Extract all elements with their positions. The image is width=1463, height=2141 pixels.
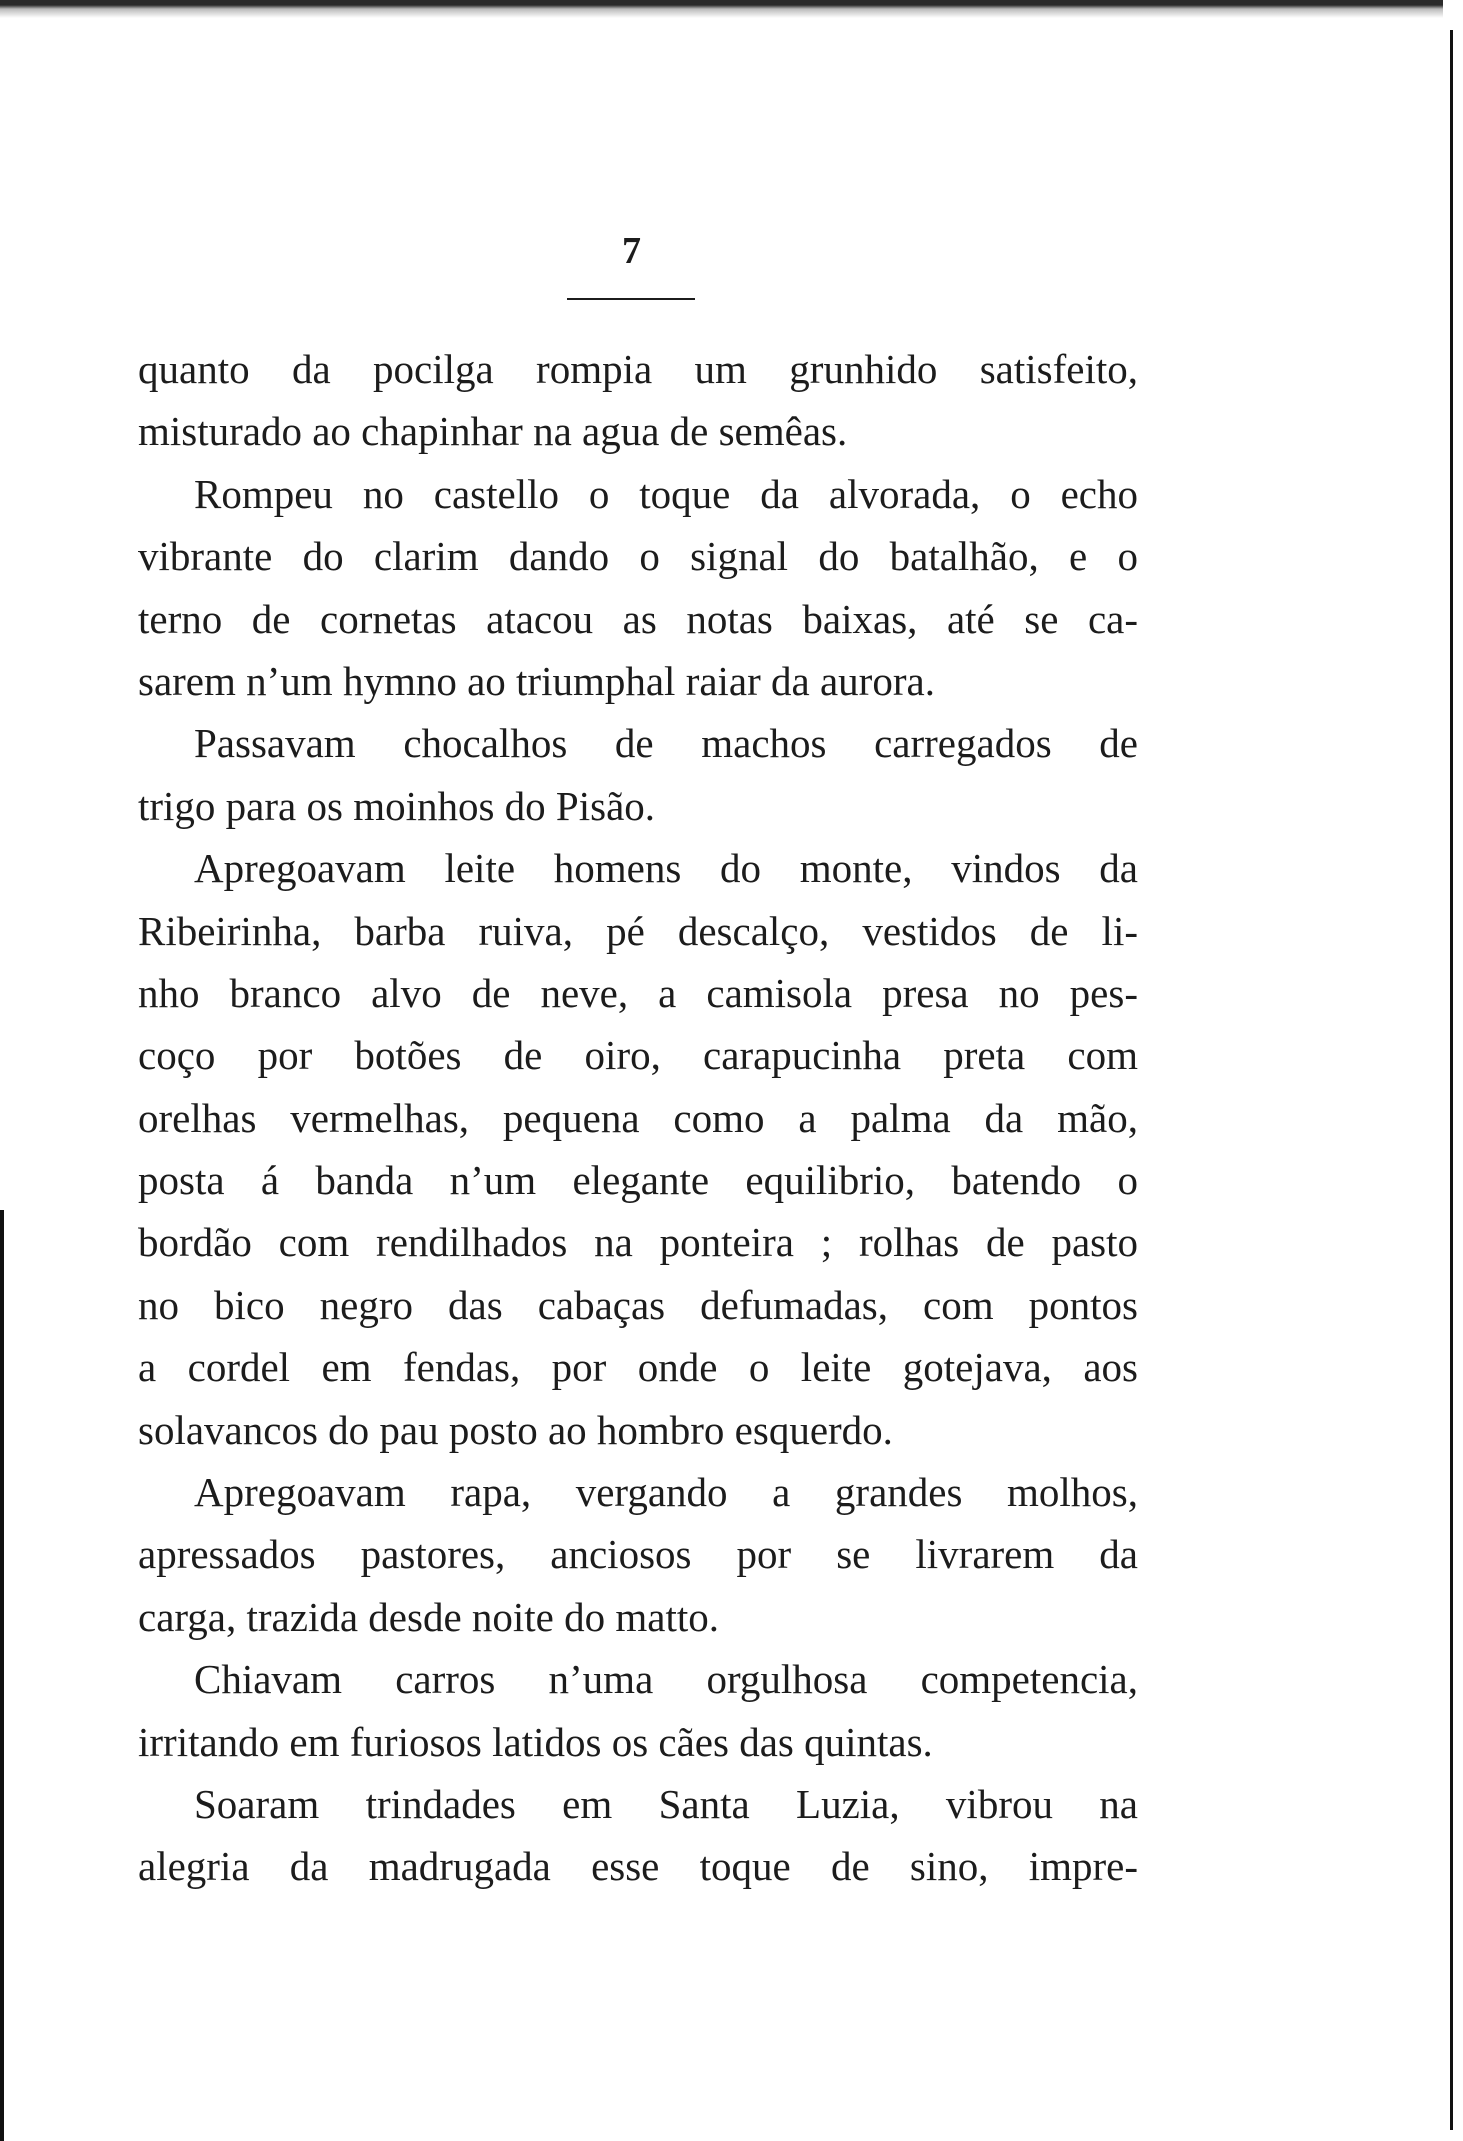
text-line: coço por botões de oiro, carapucinha preta com — [138, 1032, 1138, 1079]
page-number-rule — [567, 298, 695, 300]
text-line: posta á banda n’um elegante equilibrio, batendo o — [138, 1157, 1138, 1204]
scan-right-edge — [1443, 0, 1463, 2141]
text-line: irritando em furiosos latidos os cães das quintas. — [138, 1718, 933, 1765]
body-text — [138, 338, 1138, 1898]
page-number — [0, 232, 1263, 270]
text-line: trigo para os moinhos do Pisão. — [138, 782, 656, 829]
page-number-text: 7 — [622, 230, 641, 272]
text-line: misturado ao chapinhar na agua de semêas. — [138, 408, 848, 455]
text-line: terno de cornetas atacou as notas baixas, até se ca- — [138, 595, 1138, 642]
text-line: orelhas vermelhas, pequena como a palma da mão, — [138, 1094, 1138, 1141]
text-line: solavancos do pau posto ao hombro esquerdo. — [138, 1406, 893, 1453]
text-line: carga, trazida desde noite do matto. — [138, 1593, 719, 1640]
scan-top-edge — [0, 0, 1463, 18]
text-line: a cordel em fendas, por onde o leite gotejava, aos — [138, 1344, 1138, 1391]
text-line: no bico negro das cabaças defumadas, com pontos — [138, 1281, 1138, 1328]
text-line: sarem n’um hymno ao triumphal raiar da aurora. — [138, 657, 935, 704]
text-line: quanto da pocilga rompia um grunhido satisfeito, — [138, 346, 1138, 392]
scan-left-edge — [0, 1210, 4, 2141]
text-line: Apregoavam leite homens do monte, vindos da — [194, 845, 1138, 892]
text-line: alegria da madrugada esse toque de sino, impre- — [138, 1843, 1138, 1890]
text-line: Soaram trindades em Santa Luzia, vibrou na — [194, 1780, 1138, 1827]
text-line: nho branco alvo de neve, a camisola presa no pes- — [138, 969, 1138, 1016]
text-line: apressados pastores, anciosos por se livrarem da — [138, 1531, 1138, 1578]
text-line: vibrante do clarim dando o signal do batalhão, e o — [138, 533, 1138, 580]
text-line: Apregoavam rapa, vergando a grandes molhos, — [194, 1469, 1138, 1516]
page-gutter-line — [1450, 30, 1453, 2130]
text-line: Chiavam carros n’uma orgulhosa competencia, — [194, 1656, 1138, 1703]
text-line: Passavam chocalhos de machos carregados de — [194, 720, 1138, 767]
text-line: Ribeirinha, barba ruiva, pé descalço, vestidos de li- — [138, 907, 1138, 954]
text-line: bordão com rendilhados na ponteira ; rolhas de pasto — [138, 1219, 1138, 1266]
text-line: Rompeu no castello o toque da alvorada, o echo — [194, 470, 1138, 517]
